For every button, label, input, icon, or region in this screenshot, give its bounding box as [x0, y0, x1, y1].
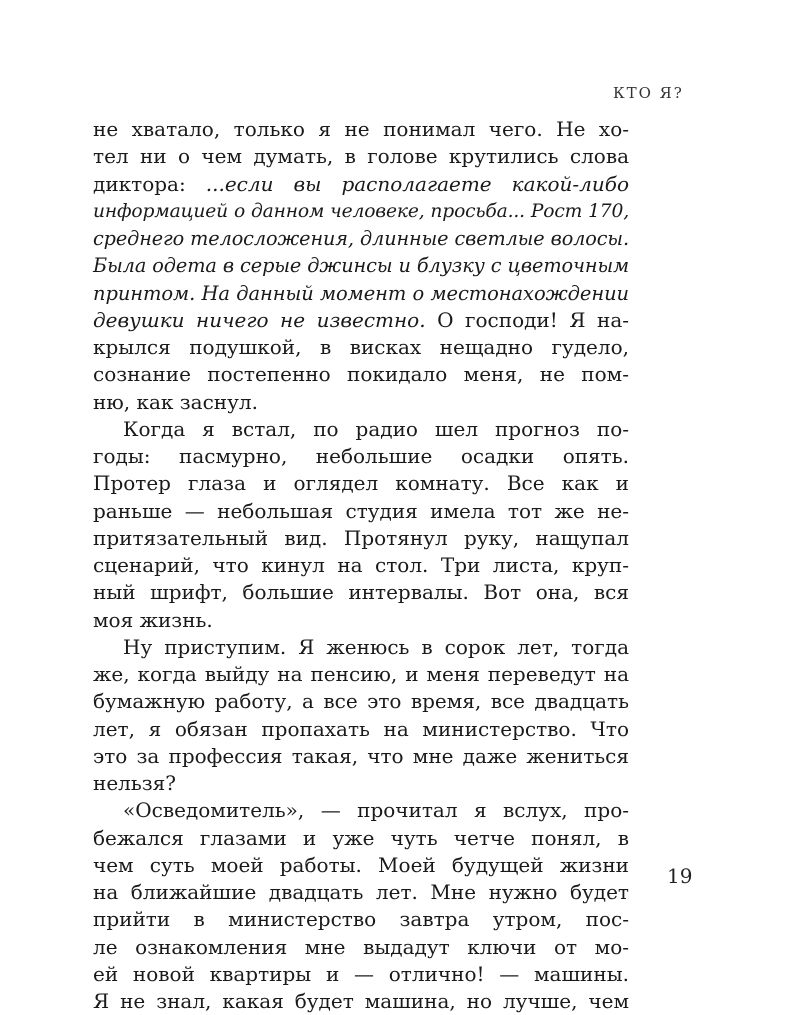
text-segment: бежался глазами и уже чуть четче понял, в — [93, 825, 629, 850]
text-segment: ню, как заснул. — [93, 389, 258, 414]
text-segment: ей новой квартиры и — отлично! — машины. — [93, 961, 629, 986]
text-line — [93, 389, 629, 416]
text-line — [93, 361, 629, 388]
text-segment: Протер глаза и оглядел комнату. Все как и — [93, 471, 629, 496]
text-line — [93, 961, 629, 988]
italic-text: принтом. На данный момент о местонахождении — [93, 281, 629, 305]
text-line — [93, 579, 629, 606]
text-segment: годы: пасмурно, небольшие осадки опять. — [93, 444, 629, 468]
text-line — [93, 225, 629, 252]
text-line — [93, 906, 629, 933]
text-line — [93, 143, 629, 170]
text-line — [93, 879, 629, 906]
text-line — [93, 661, 629, 688]
text-segment: «Осведомитель», — прочитал я вслух, про- — [123, 798, 629, 823]
text-segment: же, когда выйду на пенсию, и меня переведут на — [93, 662, 629, 686]
text-line — [93, 171, 629, 198]
text-segment: раньше — небольшая студия имела тот же не- — [93, 498, 629, 523]
text-line — [93, 716, 629, 743]
page-number: 19 — [667, 864, 693, 888]
italic-text: Была одета в серые джинсы и блузку с цветочным — [93, 254, 629, 278]
text-line — [93, 498, 629, 525]
text-segment: сознание постепенно покидало меня, не пом- — [93, 362, 629, 387]
italic-text: девушки ничего не известно. — [93, 307, 426, 332]
text-segment: Ну приступим. Я женюсь в сорок лет, тогда — [123, 634, 629, 659]
text-segment: Когда я встал, по радио шел прогноз по- — [123, 416, 629, 441]
text-line — [93, 416, 629, 443]
text-segment: тел ни о чем думать, в голове крутились слова — [93, 144, 629, 169]
text-line — [93, 552, 629, 579]
text-line — [93, 116, 629, 143]
text-line — [93, 525, 629, 552]
text-line — [93, 280, 629, 307]
text-line — [93, 252, 629, 279]
text-line — [93, 688, 629, 715]
text-segment: притязательный вид. Протянул руку, нащупал — [93, 525, 629, 550]
text-line — [93, 634, 629, 661]
italic-text: информацией о данном человеке, просьба... Рост 170, — [93, 200, 629, 222]
text-line — [93, 307, 629, 334]
text-segment: нельзя? — [93, 771, 177, 795]
text-line — [93, 470, 629, 497]
running-head: КТО Я? — [613, 84, 684, 102]
text-line — [93, 852, 629, 879]
text-segment: на ближайшие двадцать лет. Мне нужно будет — [93, 880, 629, 904]
italic-text: среднего телосложения, длинные светлые волосы. — [93, 227, 629, 250]
text-segment: моя жизнь. — [93, 607, 213, 632]
text-line — [93, 825, 629, 852]
body-text — [93, 116, 629, 1015]
text-line — [93, 797, 629, 824]
text-segment: ле ознакомления мне выдадут ключи от мо- — [93, 934, 629, 959]
text-segment: лет, я обязан пропахать на министерство. Что — [93, 716, 629, 741]
text-segment: ный шрифт, большие интервалы. Вот она, вся — [93, 580, 629, 605]
text-line — [93, 334, 629, 361]
text-line — [93, 443, 629, 470]
italic-text: ...если вы располагаете какой-либо — [205, 171, 629, 196]
text-segment: Я не знал, какая будет машина, но лучше, чем — [93, 989, 629, 1013]
text-segment: О господи! Я на- — [425, 307, 630, 332]
text-line — [93, 934, 629, 961]
text-segment: сценарий, что кинул на стол. Три листа, круп- — [93, 553, 629, 577]
text-line — [93, 988, 629, 1015]
text-segment: чем суть моей работы. Моей будущей жизни — [93, 852, 629, 877]
text-line — [93, 198, 629, 225]
text-segment: бумажную работу, а все это время, все двадцать — [93, 689, 629, 714]
text-line — [93, 607, 629, 634]
text-segment: прийти в министерство завтра утром, пос- — [93, 907, 629, 932]
text-segment: не хватало, только я не понимал чего. Не хо- — [93, 117, 629, 141]
text-segment: это за профессия такая, что мне даже жениться — [93, 743, 629, 768]
text-line — [93, 743, 629, 770]
text-segment: диктора: — [93, 171, 206, 196]
text-line — [93, 770, 629, 797]
text-segment: крылся подушкой, в висках нещадно гудело, — [93, 335, 629, 359]
